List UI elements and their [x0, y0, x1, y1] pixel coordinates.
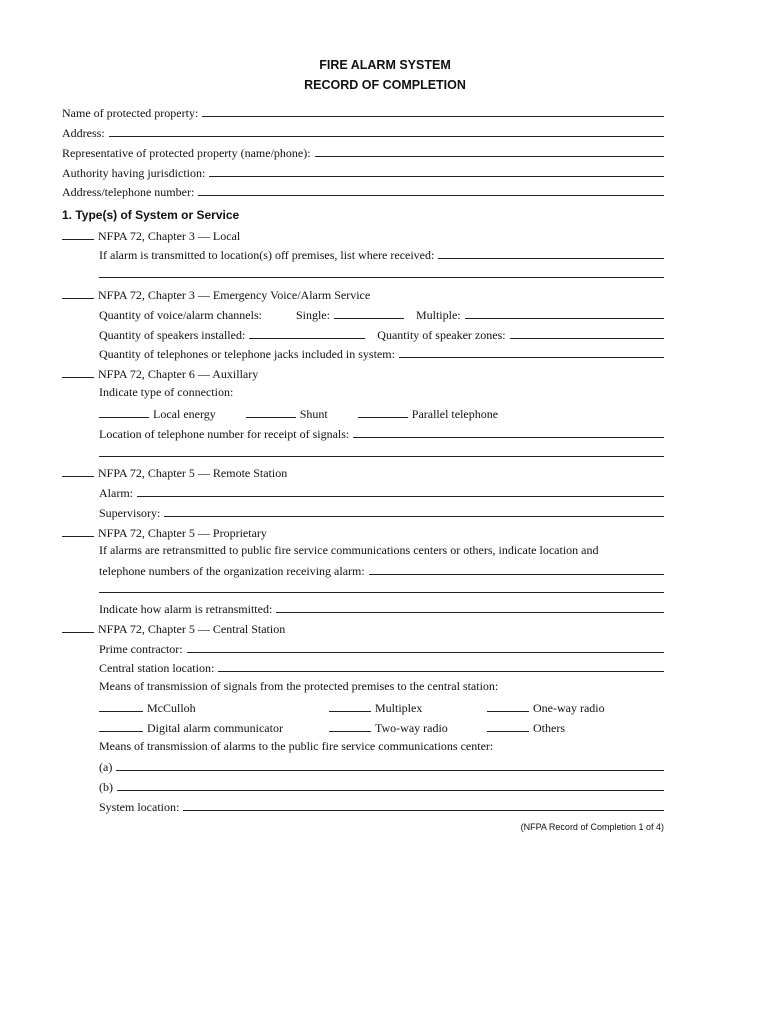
- shunt-label: Shunt: [299, 407, 328, 421]
- transmission-options-row-1: [99, 699, 605, 717]
- supervisory-row: [99, 504, 664, 522]
- tel-location-label: Location of telephone number for receipt of signals:: [99, 427, 350, 441]
- authority-field[interactable]: [209, 164, 664, 177]
- prime-contractor-row: [99, 640, 664, 658]
- local-energy-blank[interactable]: [99, 405, 149, 418]
- connection-row: [99, 385, 233, 403]
- auxiliary-label: NFPA 72, Chapter 6 — Auxillary: [98, 367, 259, 381]
- mcculloh-label: McCulloh: [147, 701, 196, 715]
- proprietary-label: NFPA 72, Chapter 5 — Proprietary: [98, 526, 267, 540]
- means-b-label: (b): [99, 780, 113, 794]
- parallel-telephone-blank[interactable]: [358, 405, 408, 418]
- retransmit-row-2: [99, 562, 664, 580]
- two-way-radio-label: Two-way radio: [375, 721, 448, 735]
- proprietary-row: [62, 524, 267, 542]
- central-row: [62, 620, 285, 638]
- central-label: NFPA 72, Chapter 5 — Central Station: [98, 622, 286, 636]
- protected-property-label: Name of protected property:: [62, 106, 199, 120]
- connection-label: Indicate type of connection:: [99, 385, 234, 399]
- retransmit-extra-line[interactable]: [99, 592, 664, 593]
- local-check-blank[interactable]: [62, 227, 94, 240]
- supervisory-field[interactable]: [164, 504, 664, 517]
- local-label: NFPA 72, Chapter 3 — Local: [98, 229, 241, 243]
- representative-label: Representative of protected property (name/phone):: [62, 146, 311, 160]
- representative-row: [62, 144, 664, 162]
- means-a-field[interactable]: [116, 758, 664, 771]
- offsite-field[interactable]: [438, 246, 664, 259]
- evac-label: NFPA 72, Chapter 3 — Emergency Voice/Alarm Service: [98, 288, 371, 302]
- connection-options-row: [99, 405, 498, 423]
- multiple-field[interactable]: [465, 306, 664, 319]
- tel-location-row: [99, 425, 664, 443]
- supervisory-label: Supervisory:: [99, 506, 161, 520]
- address-telephone-label: Address/telephone number:: [62, 185, 195, 199]
- means-a-label: (a): [99, 760, 113, 774]
- multiplex-label: Multiplex: [375, 701, 423, 715]
- how-retransmitted-label: Indicate how alarm is retransmitted:: [99, 602, 273, 616]
- multiplex-blank[interactable]: [329, 699, 371, 712]
- protected-property-row: [62, 104, 664, 122]
- digital-communicator-label: Digital alarm communicator: [147, 721, 283, 735]
- others-label: Others: [533, 721, 565, 735]
- local-row: [62, 227, 240, 245]
- form-title: FIRE ALARM SYSTEM: [319, 58, 451, 72]
- alarm-label: Alarm:: [99, 486, 133, 500]
- retransmit-field[interactable]: [369, 562, 664, 575]
- telephones-row: [99, 345, 664, 363]
- retransmit-label-2: telephone numbers of the organization receiving alarm:: [99, 564, 365, 578]
- how-retransmitted-field[interactable]: [276, 600, 664, 613]
- single-field[interactable]: [334, 306, 404, 319]
- digital-communicator-blank[interactable]: [99, 719, 143, 732]
- channels-row: [99, 306, 664, 324]
- means-signals-row: [99, 679, 498, 697]
- page-footer-note: (NFPA Record of Completion 1 of 4): [520, 822, 664, 832]
- means-b-row: [99, 778, 664, 796]
- evac-check-blank[interactable]: [62, 286, 94, 299]
- address-label: Address:: [62, 126, 105, 140]
- evac-row: [62, 286, 370, 304]
- central-location-label: Central station location:: [99, 661, 215, 675]
- telephones-label: Quantity of telephones or telephone jacks included in system:: [99, 347, 395, 361]
- alarm-field[interactable]: [137, 484, 664, 497]
- parallel-telephone-label: Parallel telephone: [411, 407, 499, 421]
- multiple-label: Multiple:: [415, 308, 461, 322]
- system-location-row: [99, 798, 664, 816]
- auxiliary-check-blank[interactable]: [62, 365, 94, 378]
- zones-field[interactable]: [510, 326, 664, 339]
- remote-check-blank[interactable]: [62, 464, 94, 477]
- means-a-row: [99, 758, 664, 776]
- offsite-label: If alarm is transmitted to location(s) off premises, list where received:: [99, 248, 435, 262]
- central-location-row: [99, 659, 664, 677]
- mcculloh-blank[interactable]: [99, 699, 143, 712]
- section-1-heading: 1. Type(s) of System or Service: [62, 208, 240, 222]
- others-blank[interactable]: [487, 719, 529, 732]
- offsite-extra-line[interactable]: [99, 277, 664, 278]
- zones-label: Quantity of speaker zones:: [377, 328, 506, 342]
- address-row: [62, 124, 664, 142]
- one-way-radio-blank[interactable]: [487, 699, 529, 712]
- one-way-radio-label: One-way radio: [533, 701, 605, 715]
- prime-contractor-field[interactable]: [187, 640, 664, 653]
- how-retransmitted-row: [99, 600, 664, 618]
- speakers-label: Quantity of speakers installed:: [99, 328, 246, 342]
- means-signals-label: Means of transmission of signals from the protected premises to the central station:: [99, 679, 499, 693]
- single-label: Single:: [295, 308, 330, 322]
- telephones-field[interactable]: [399, 345, 664, 358]
- shunt-blank[interactable]: [246, 405, 296, 418]
- address-field[interactable]: [109, 124, 664, 137]
- means-alarms-label: Means of transmission of alarms to the public fire service communications center:: [99, 739, 494, 753]
- protected-property-field[interactable]: [202, 104, 664, 117]
- form-subtitle: RECORD OF COMPLETION: [304, 78, 466, 92]
- system-location-field[interactable]: [183, 798, 664, 811]
- offsite-row: [99, 246, 664, 264]
- representative-field[interactable]: [315, 144, 664, 157]
- tel-location-extra-line[interactable]: [99, 456, 664, 457]
- central-check-blank[interactable]: [62, 620, 94, 633]
- tel-location-field[interactable]: [353, 425, 664, 438]
- remote-row: [62, 464, 287, 482]
- address-telephone-row: [62, 183, 664, 201]
- address-telephone-field[interactable]: [198, 183, 664, 196]
- speakers-row: [99, 326, 664, 344]
- remote-label: NFPA 72, Chapter 5 — Remote Station: [98, 466, 288, 480]
- prime-contractor-label: Prime contractor:: [99, 642, 183, 656]
- alarm-row: [99, 484, 664, 502]
- system-location-label: System location:: [99, 800, 180, 814]
- means-b-field[interactable]: [117, 778, 664, 791]
- channels-label: Quantity of voice/alarm channels:: [99, 308, 262, 322]
- transmission-options-row-2: [99, 719, 565, 737]
- means-alarms-row: [99, 739, 493, 757]
- two-way-radio-blank[interactable]: [329, 719, 371, 732]
- authority-label: Authority having jurisdiction:: [62, 166, 206, 180]
- local-energy-label: Local energy: [153, 407, 216, 421]
- retransmit-row-1: [99, 543, 598, 561]
- authority-row: [62, 164, 664, 182]
- proprietary-check-blank[interactable]: [62, 524, 94, 537]
- retransmit-label-1: If alarms are retransmitted to public fire service communications centers or others, indicate location and: [99, 543, 599, 557]
- central-location-field[interactable]: [218, 659, 664, 672]
- speakers-field[interactable]: [249, 326, 365, 339]
- auxiliary-row: [62, 365, 258, 383]
